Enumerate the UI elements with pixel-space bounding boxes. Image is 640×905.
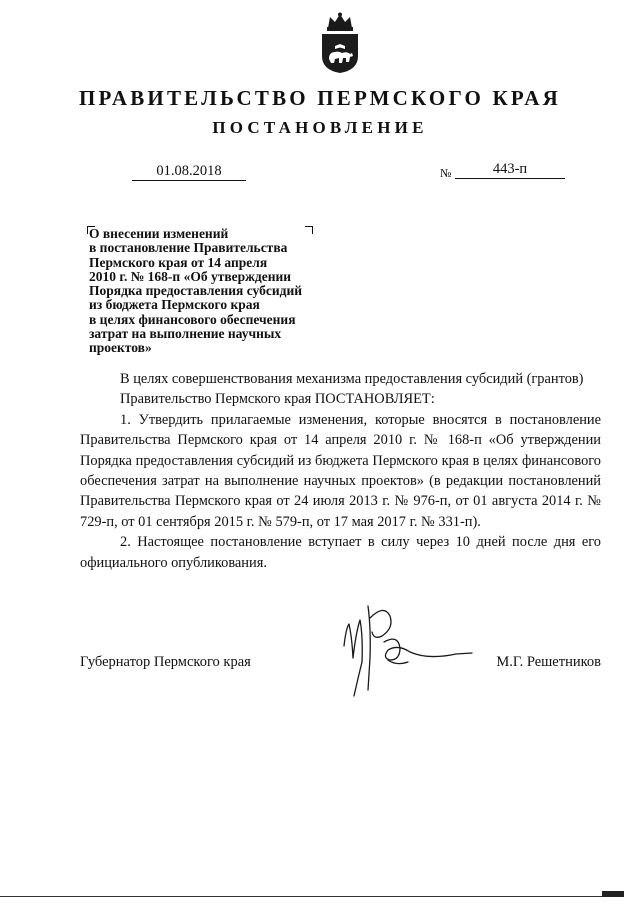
subject-line: в постановление Правительства [89, 240, 288, 256]
subject-line: Пермского края от 14 апреля [89, 254, 268, 270]
subject-heading [89, 227, 339, 356]
subject-line: в целях финансового обеспечения [89, 311, 296, 327]
document-body [80, 369, 601, 573]
subject-line: Порядка предоставления субсидий [89, 283, 303, 299]
subject-line: проектов» [89, 340, 152, 356]
document-number: 443-п [455, 160, 565, 179]
signer-name: М.Г. Решетников [496, 654, 601, 670]
subject-line: О внесении изменений [89, 226, 229, 241]
coat-of-arms-icon [318, 12, 362, 74]
subject-line: 2010 г. № 168-п «Об утверждении [89, 268, 292, 284]
handwritten-signature [338, 598, 478, 702]
body-paragraph: Правительство Пермского края ПОСТАНОВЛЯЕТ: [120, 391, 435, 408]
subject-line: затрат на выполнение научных [89, 326, 282, 342]
subject-line: из бюджета Пермского края [89, 297, 260, 313]
government-title: ПРАВИТЕЛЬСТВО ПЕРМСКОГО КРАЯ [78, 86, 561, 110]
document-date: 01.08.2018 [132, 162, 246, 181]
signer-position: Губернатор Пермского края [80, 654, 251, 670]
document-type: ПОСТАНОВЛЕНИЕ [212, 118, 428, 137]
number-sign: № [440, 166, 452, 180]
body-paragraph: 2. Настоящее постановление вступает в силу через 10 дней после дня его официального опубликования. [80, 534, 601, 571]
body-paragraph: 1. Утвердить прилагаемые изменения, которые вносятся в постановление Правительства Пермского края от 14 апреля 2010 г. № 168-п «Об утверждении Порядка предоставления субсидий из бюджета Пермского края в целях финансового обеспечения затрат на выполнение научных проектов» (в редакции постановлений Правительства Пермского края от 24 июля 2013 г. № 976-п, от 01 августа 2014 г. № 729-п, от 01 сентября 2015 г. № 579-п, от 17 мая 2017 г. № 331-п). [80, 411, 601, 530]
page-bottom-rule [0, 896, 616, 897]
body-paragraph: В целях совершенствования механизма предоставления субсидий (грантов) [120, 371, 584, 387]
page-corner-mark [602, 891, 624, 897]
